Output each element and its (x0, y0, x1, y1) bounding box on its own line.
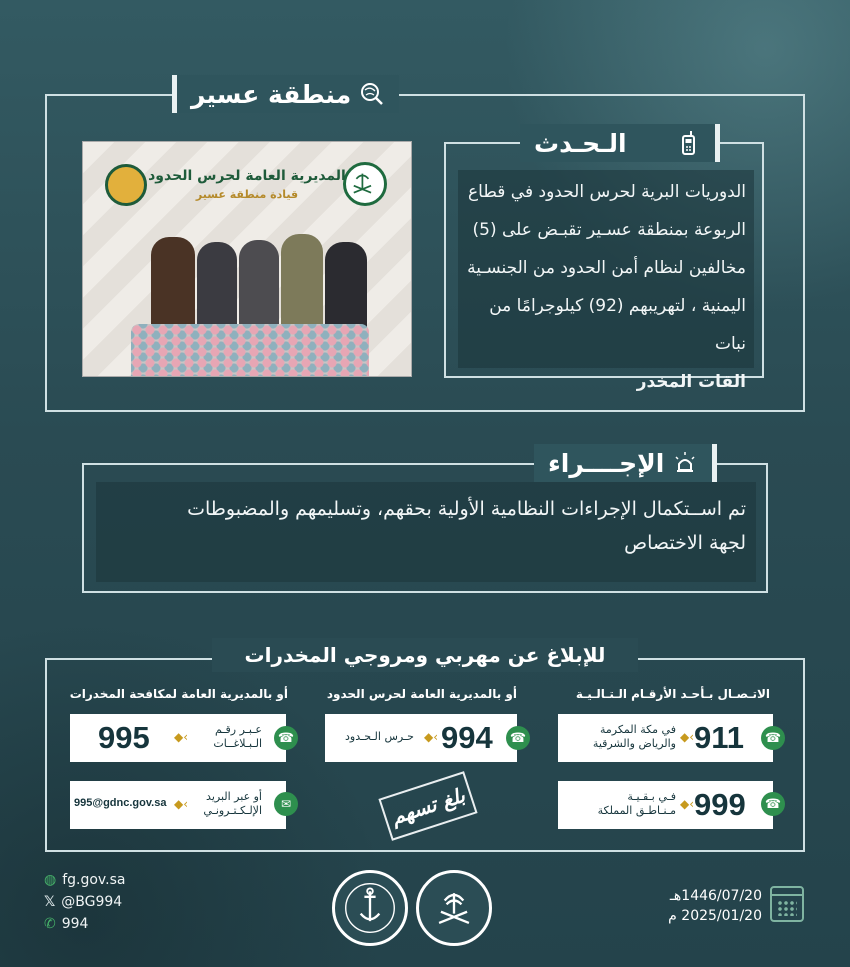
event-title: الـحـدث (534, 128, 627, 158)
radio-icon (675, 130, 701, 156)
email-icon: ✉ (274, 792, 298, 816)
col1-head: الاتـصـال بـأحـد الأرقـام الـتـالـيـة (575, 687, 770, 701)
event-line-5: القات المخدر (636, 372, 746, 392)
website-text: fg.gov.sa (62, 872, 126, 888)
action-title-box (534, 444, 717, 482)
footer-phone[interactable] (44, 916, 204, 932)
saudi-emblem-logo (416, 870, 492, 946)
label-911-a: في مكة المكرمة (600, 723, 676, 736)
col3-head: أو بالمديرية العامة لمكافحة المخدرات (69, 687, 288, 701)
hotline-995[interactable] (70, 714, 286, 762)
border-guard-logo (332, 870, 408, 946)
arrows-icon: ◆‹ (174, 797, 189, 811)
num-994: 994 (441, 720, 493, 755)
event-line-4: اليمنية ، لتهريبهم (92) كيلوجرامًا من نبات (489, 296, 746, 354)
num-995: 995 (98, 720, 150, 755)
footer-website[interactable] (44, 872, 204, 888)
globe-icon: ◍ (44, 872, 57, 888)
num-999: 999 (694, 787, 746, 822)
label-995 (187, 723, 262, 751)
label-999 (576, 790, 676, 818)
x-icon: 𝕏 (44, 894, 56, 910)
footer-twitter[interactable] (44, 894, 204, 910)
date-greg: 2025/01/20 م (668, 908, 762, 924)
region-title: منطقة عسير (191, 79, 352, 109)
seized-bundles (131, 324, 369, 377)
arrows-icon: ◆‹ (680, 797, 695, 811)
event-line-3: مخالفين لنظام أمن الحدود من الجنسـية (467, 258, 746, 278)
email-box[interactable] (70, 781, 286, 829)
twitter-text: @BG994 (61, 894, 123, 910)
calendar-icon (770, 886, 804, 922)
label-911 (576, 723, 676, 751)
action-line-1: تم اســتكمال الإجراءات النظامية الأولية بحقهم، وتسليمهم والمضبوطات (187, 498, 746, 520)
label-911-b: والرياض والشرقية (592, 737, 676, 750)
phone-icon: ☎ (761, 726, 785, 750)
palm-swords-icon (426, 880, 482, 936)
date-hijri: 1446/07/20هـ (669, 888, 762, 904)
event-title-box (520, 124, 720, 162)
label-email-b: الإلـكـتـرونـي (203, 804, 262, 817)
photo-sub-banner: قيادة منطقة عسير (195, 188, 299, 201)
phone-icon: ☎ (761, 792, 785, 816)
stamp-text: بلغ تسهم (388, 782, 468, 830)
label-999-b: مـنـاطـق المملكة (597, 804, 676, 817)
phone-icon: ☎ (506, 726, 530, 750)
action-text (96, 492, 746, 560)
num-911: 911 (694, 720, 745, 755)
phone-icon: ✆ (44, 916, 56, 932)
label-995-b: الـبـلاغــات (213, 737, 262, 750)
region-title-box (172, 75, 399, 113)
footer-dates (640, 888, 770, 924)
label-995-a: عـبـر رقـم (214, 723, 262, 736)
phone-text: 994 (61, 916, 89, 932)
hotline-994[interactable] (325, 714, 517, 762)
siren-icon (672, 450, 698, 476)
event-line-2: الربوعة بمنطقة عسـير تقبـض على (5) (472, 220, 746, 240)
hotline-911[interactable] (558, 714, 773, 762)
anchor-emblem-icon (342, 880, 398, 936)
phone-icon: ☎ (274, 726, 298, 750)
arrows-icon: ◆‹ (174, 730, 189, 744)
photo (82, 141, 412, 377)
arrows-icon: ◆‹ (680, 730, 695, 744)
footer-contacts (44, 872, 204, 932)
col2-head: أو بالمديرية العامة لحرس الحدود (326, 687, 517, 701)
arrows-icon: ◆‹ (424, 730, 439, 744)
action-title: الإجــــراء (548, 448, 665, 478)
label-email-a: أو عبر البريد (206, 790, 262, 803)
label-999-a: فـي بـقـيـة (627, 790, 676, 803)
email-address: 995@gdnc.gov.sa (74, 797, 167, 809)
report-title: للإبلاغ عن مهربي ومروجي المخدرات (212, 638, 638, 672)
action-line-2: لجهة الاختصاص (624, 532, 746, 554)
label-email (187, 790, 262, 818)
map-search-icon (359, 81, 385, 107)
hotline-999[interactable] (558, 781, 773, 829)
event-text (456, 173, 746, 401)
event-line-1: الدوريات البرية لحرس الحدود في قطاع (468, 182, 746, 202)
label-994: حـرس الـحـدود (345, 730, 414, 743)
photo-banner: المديرية العامة لحرس الحدود (148, 168, 346, 184)
